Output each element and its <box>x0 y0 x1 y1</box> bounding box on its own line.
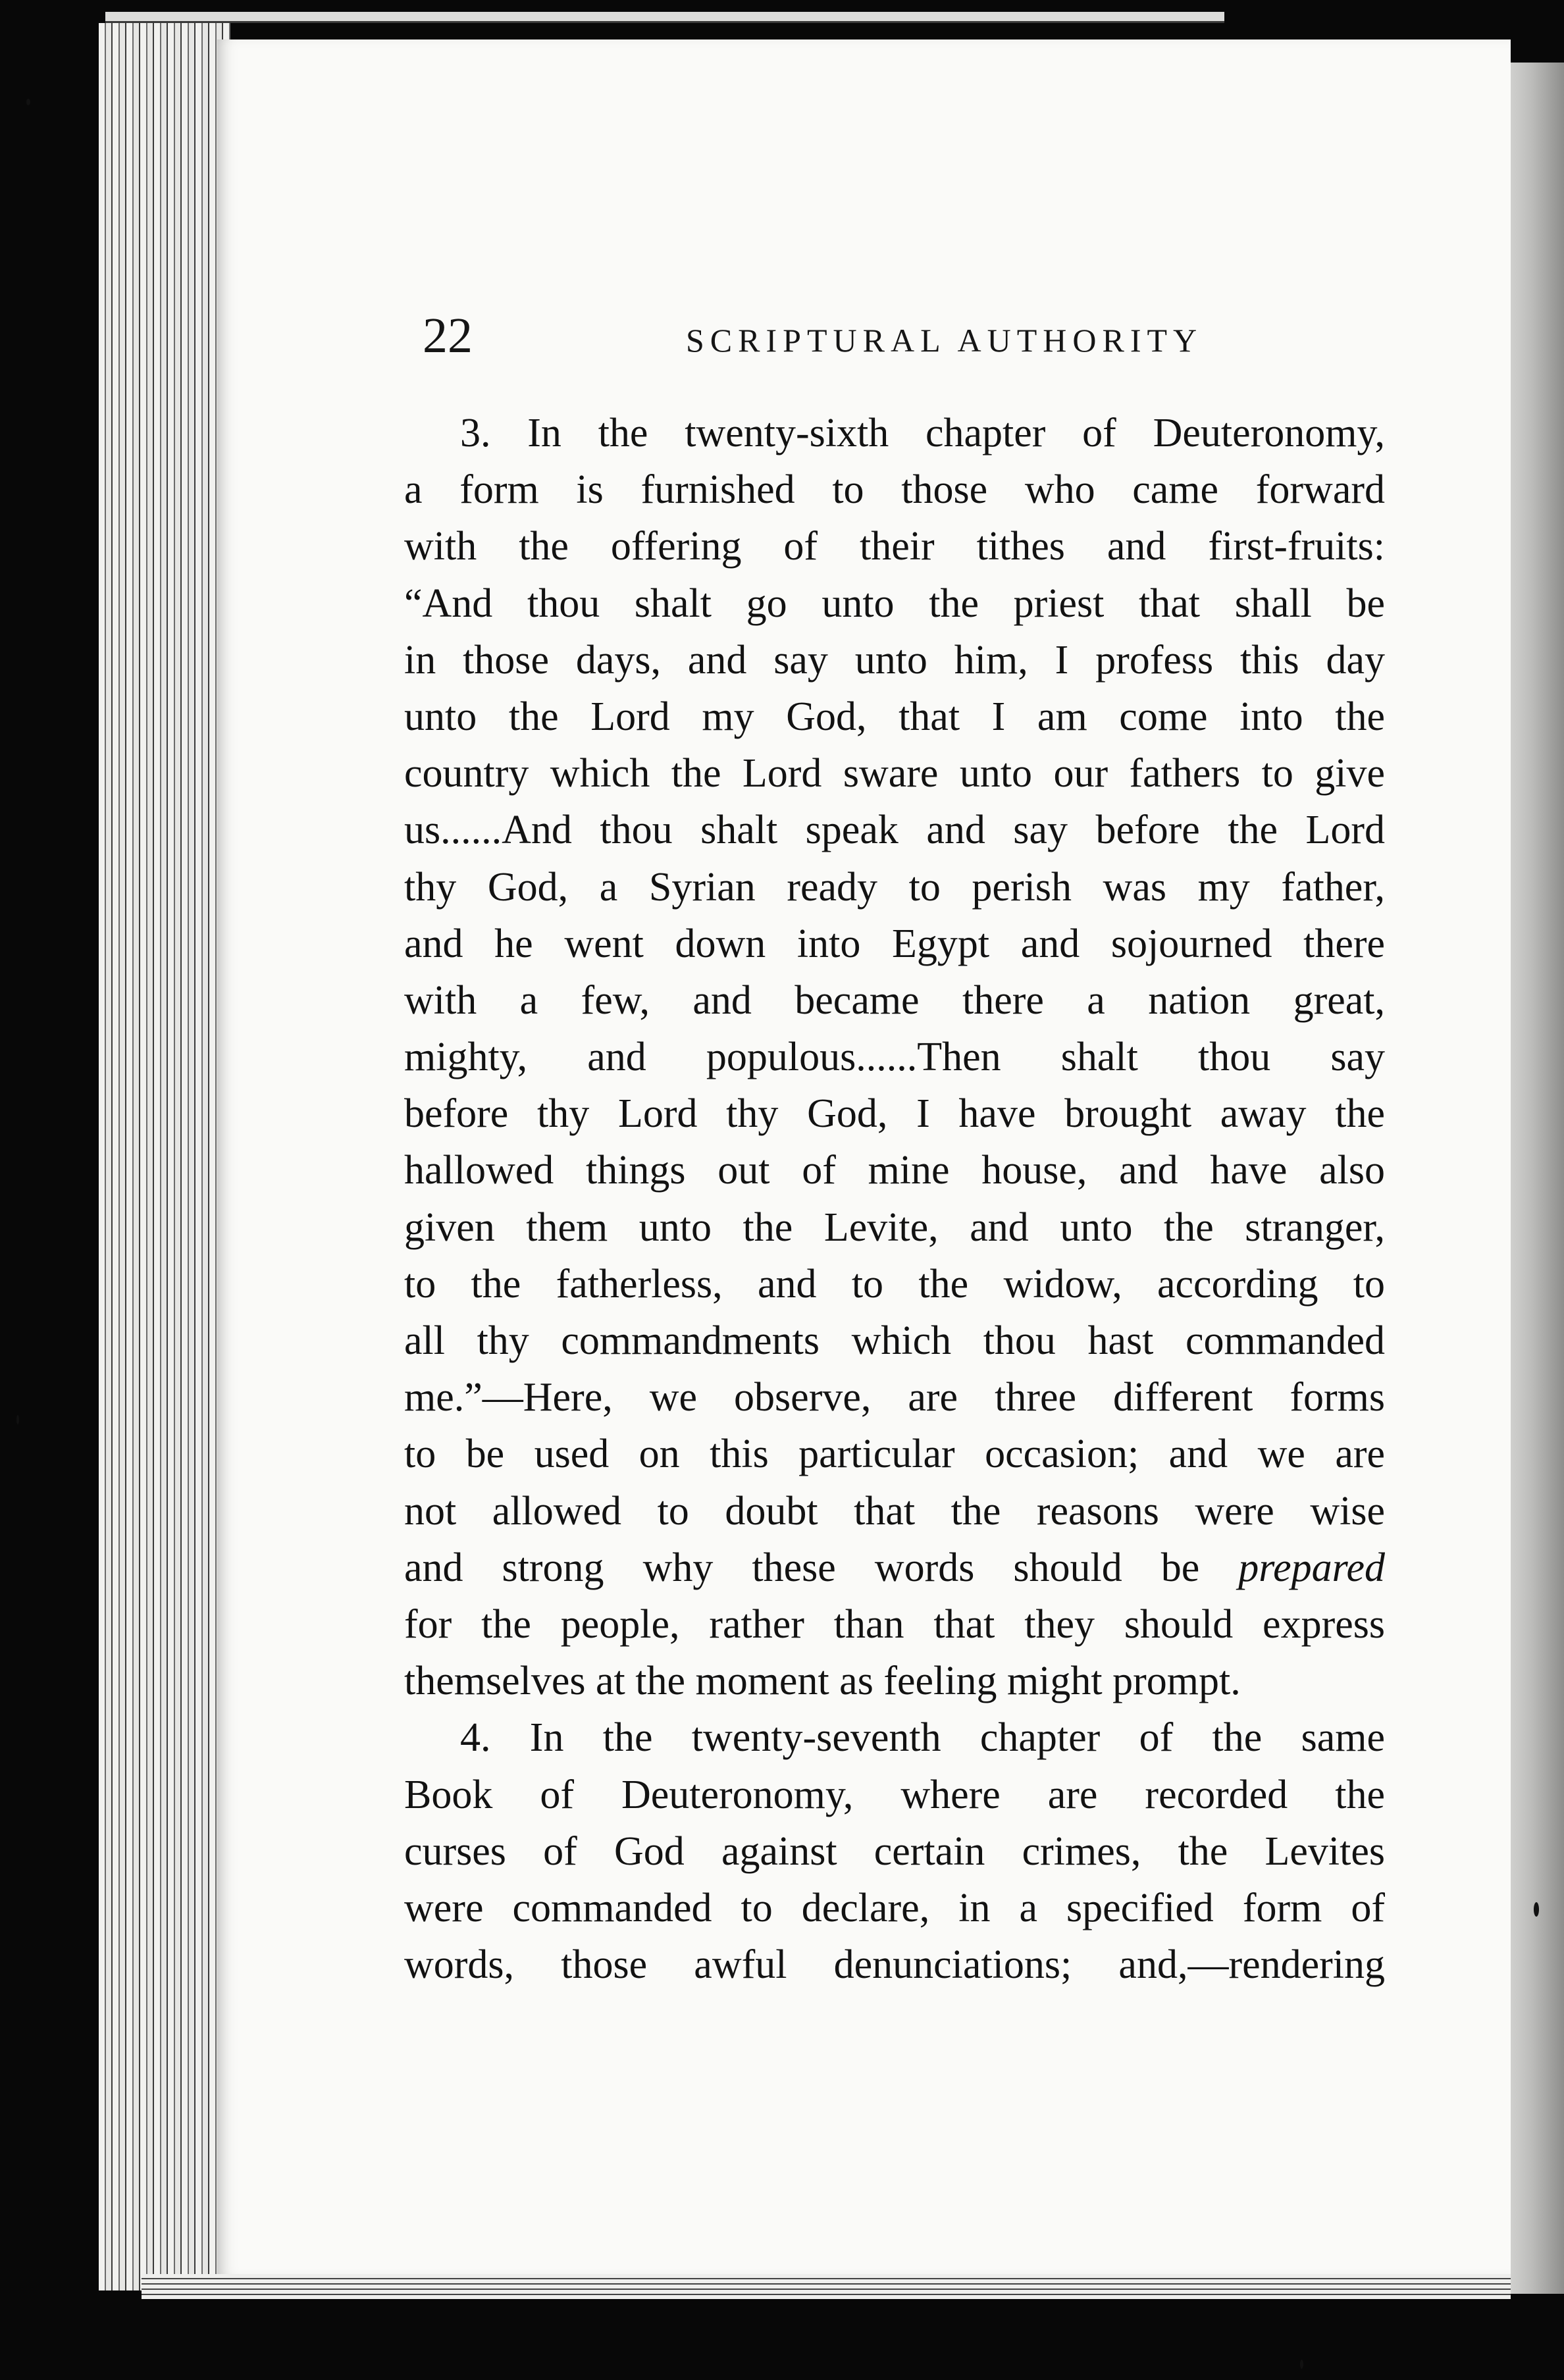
italic-word: prepared <box>1238 1545 1385 1590</box>
text-line: “And thou shalt go unto the priest that shall be <box>404 581 1385 626</box>
text-line: themselves at the moment as feeling might prompt. <box>404 1659 1241 1704</box>
dust-speck <box>26 99 30 105</box>
text-line: were commanded to declare, in a specified form of <box>404 1885 1385 1930</box>
text-segment: and strong why these words should be <box>404 1545 1239 1590</box>
text-line: Book of Deuteronomy, where are recorded the <box>404 1772 1385 1817</box>
text-line: with a few, and became there a nation great, <box>404 977 1385 1023</box>
text-line: to be used on this particular occasion; and we are <box>404 1432 1385 1477</box>
page-header <box>423 303 1364 375</box>
left-page-edges <box>99 23 230 2290</box>
text-line: for the people, rather than that they should express <box>404 1601 1385 1647</box>
text-line: all thy commandments which thou hast commanded <box>404 1318 1385 1363</box>
text-line: before thy Lord thy God, I have brought away the <box>404 1091 1385 1137</box>
text-line: hallowed things out of mine house, and have also <box>404 1148 1385 1193</box>
text-line <box>404 1539 1385 1596</box>
bottom-page-edges <box>142 2274 1511 2299</box>
page-number: 22 <box>423 308 473 363</box>
right-page-edge <box>1504 63 1564 2294</box>
text-line: mighty, and populous......Then shalt thou say <box>404 1035 1385 1080</box>
text-line: with the offering of their tithes and first-fruits: <box>404 524 1385 569</box>
text-line: not allowed to doubt that the reasons were wise <box>404 1488 1385 1534</box>
text-line: curses of God against certain crimes, the Levites <box>404 1828 1385 1874</box>
text-line: 3. In the twenty-sixth chapter of Deuteronomy, <box>460 411 1385 455</box>
text-line: me.”—Here, we observe, are three different forms <box>404 1375 1385 1420</box>
book-page <box>217 39 1511 2277</box>
text-line: unto the Lord my God, that I am come into the <box>404 694 1385 739</box>
dust-speck <box>1534 1902 1539 1917</box>
text-line: thy God, a Syrian ready to perish was my father, <box>404 864 1385 910</box>
text-line: in those days, and say unto him, I profess this day <box>404 637 1385 683</box>
running-head: SCRIPTURAL AUTHORITY <box>686 322 1203 359</box>
dust-speck <box>16 1415 19 1424</box>
text-line: given them unto the Levite, and unto the stranger, <box>404 1204 1385 1250</box>
text-line: a form is furnished to those who came forward <box>404 467 1385 513</box>
text-line: us......And thou shalt speak and say before the Lord <box>404 808 1385 853</box>
text-line: words, those awful denunciations; and,—rendering <box>404 1942 1385 1988</box>
dust-speck <box>1300 2360 1303 2369</box>
top-page-edge <box>105 12 1224 23</box>
text-line: and he went down into Egypt and sojourned there <box>404 921 1385 966</box>
text-line: 4. In the twenty-seventh chapter of the same <box>460 1715 1385 1761</box>
body-text <box>404 405 1385 1993</box>
text-line: country which the Lord sware unto our fathers to give <box>404 751 1385 796</box>
text-line: to the fatherless, and to the widow, according to <box>404 1261 1385 1306</box>
